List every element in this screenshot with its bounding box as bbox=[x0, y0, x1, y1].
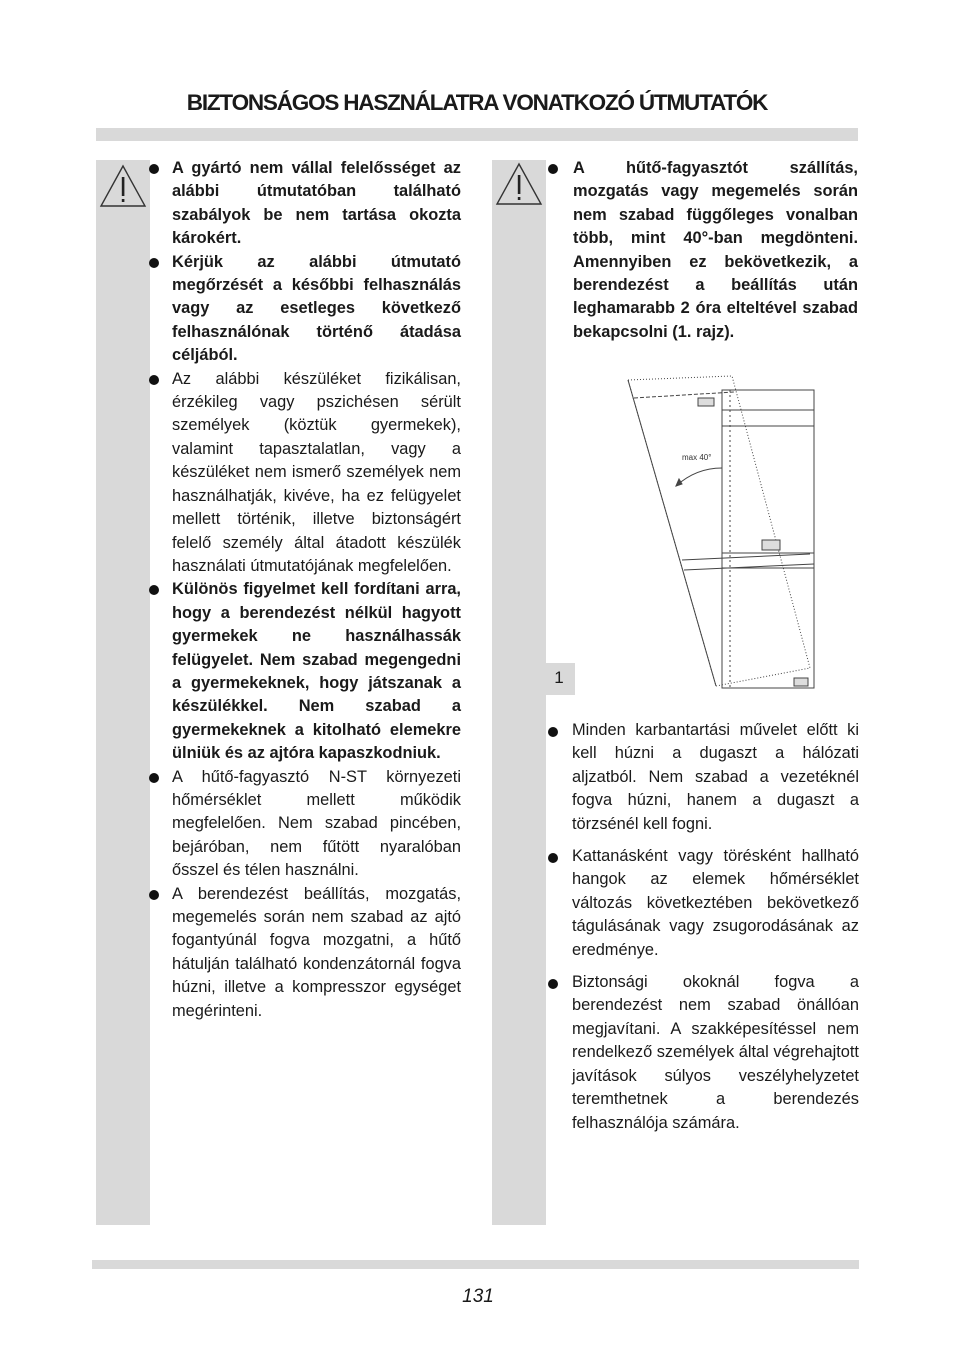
page-title: BIZTONSÁGOS HASZNÁLATRA VONATKOZÓ ÚTMUTATÓK bbox=[186, 90, 768, 115]
warning-triangle-icon bbox=[98, 163, 148, 209]
figure-number: 1 bbox=[554, 668, 564, 687]
footer-rule bbox=[92, 1260, 859, 1269]
right-top-safety-list bbox=[573, 157, 858, 344]
list-item: Kérjük az alábbi útmutató megőrzését a későbbi felhasználás vagy az esetleges következő felhasználónak történő átadása céljából. bbox=[172, 251, 461, 368]
warning-triangle-icon bbox=[494, 161, 544, 207]
list-item: Kattanásként vagy törésként hallható hangok az elemek hőmérséklet változás következtében bekövetkező tágulásának vagy zsugorodásának az eredménye. bbox=[572, 845, 859, 962]
list-item: A hűtő-fagyasztó N-ST környezeti hőmérséklet mellett működik megfelelően. Nem szabad pincében, bejáróban, nem fűtött nyaralóban ősszel és télen használni. bbox=[172, 766, 461, 883]
right-bottom-safety-list bbox=[572, 719, 859, 1144]
list-item: Az alábbi készüléket fizikálisan, érzékileg vagy pszichésen sérült személyek (köztük gyermekek), valamint tapasztalatlan, vagy a készüléket nem ismerő személyek nem használhatják, kivéve, ha ez felügyelet mellett történik, illetve biztonságért felelő személy által átadott készülék használati útmutatójának megfelelően. bbox=[172, 368, 461, 579]
right-margin-strip bbox=[492, 160, 546, 1225]
list-item: A berendezést beállítás, mozgatás, megemelés során nem szabad az ajtó fogantyúnál fogva mozgatni, a hűtő hátulján található kondenzátornál fogva húzni, illetve a kompresszor egységet megérinteni. bbox=[172, 883, 461, 1023]
list-item: Különös figyelmet kell fordítani arra, hogy a berendezést nélkül hagyott gyermekek ne használhassák felügyelet. Nem szabad megengedni a gyermekeknek, hogy játszanak a készülékkel. Nem szabad a gyermekeknek a kitolható elemekre ülniük és az ajtóra kapaszkodniuk. bbox=[172, 578, 461, 765]
page-number: 131 bbox=[462, 1286, 494, 1307]
list-item: Minden karbantartási művelet előtt ki kell húzni a dugaszt a hálózati aljzatból. Nem szabad a vezetéknél fogva húzni, hanem a dugaszt a törzsénél kell fogni. bbox=[572, 719, 859, 836]
list-item: A gyártó nem vállal felelősséget az alábbi útmutatóban található szabályok be nem tartása okozta károkért. bbox=[172, 157, 461, 251]
left-margin-strip bbox=[96, 160, 150, 1225]
left-safety-list bbox=[172, 157, 461, 1023]
list-item: Biztonsági okoknál fogva a berendezést nem szabad önállóan megjavítani. A szakképesítéssel nem rendelkező személyek által végrehajtott javítások súlyos veszélyhelyzetet teremthetnek a berendezés felhasználója számára. bbox=[572, 971, 859, 1135]
list-item: A hűtő-fagyasztót szállítás, mozgatás vagy megemelés során nem szabad függőleges vonalban több, mint 40°-ban megdönteni. Amennyiben ez bekövetkezik, a berendezést a beállítás után leghamarabb 2 óra elteltével szabad bekapcsolni (1. rajz). bbox=[573, 157, 858, 344]
figure-number-box bbox=[546, 663, 575, 695]
angle-label: max 40° bbox=[682, 453, 712, 462]
tilt-diagram bbox=[624, 368, 824, 698]
header-rule bbox=[96, 128, 858, 141]
